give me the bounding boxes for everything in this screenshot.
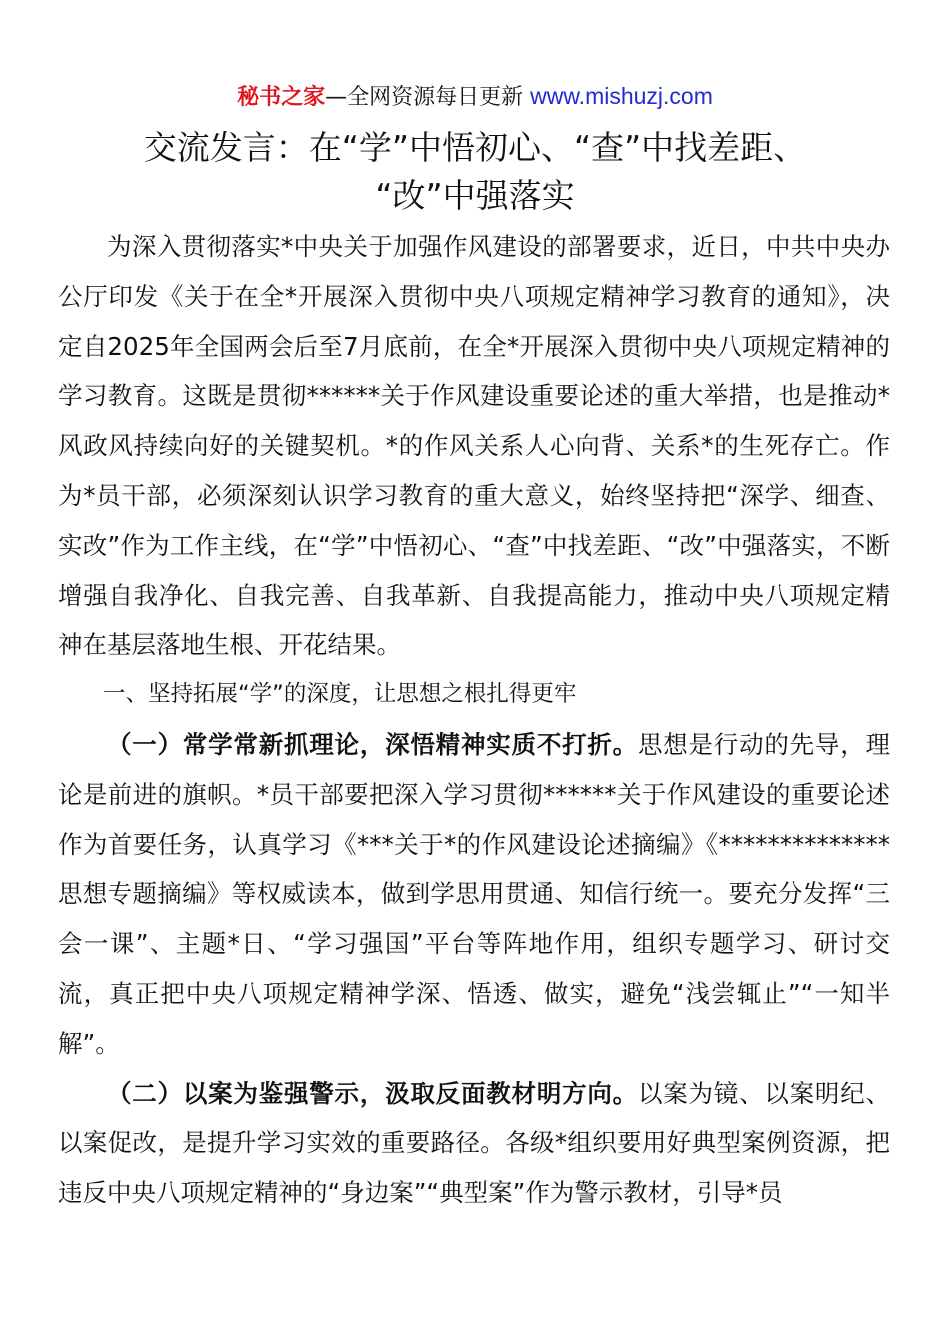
subsection-body-1: 思想是行动的先导，理论是前进的旗帜。*员干部要把深入学习贯彻******关于作风建设的重要论述作为首要任务，认真学习《***关于*的作风建设论述摘编》《**************思想专题摘编》等权威读本，做到学思用贯通、知信行统一。要充分发挥“三会一课”、主题*日、“学习强国”平台等阵地作用，组织专题学习、研讨交流，真正把中央八项规定精神学深、悟透、做实，避免“浅尝辄止”“一知半解”。 [58, 729, 891, 1058]
subsection-lead-1: （一）常学常新抓理论，深悟精神实质不打折。 [107, 729, 638, 759]
banner-brand: 秘书之家 [237, 85, 326, 110]
section-heading-1: 一、坚持拓展“学”的深度，让思想之根扎得更牢 [103, 681, 577, 708]
subsection-paragraph-1 [58, 720, 890, 1069]
title-line-1: 交流发言：在“学”中悟初心、“查”中找差距、 [143, 128, 807, 167]
subsection-paragraph-2 [58, 1069, 890, 1218]
subsection-lead-2: （二）以案为鉴强警示，汲取反面教材明方向。 [107, 1078, 638, 1108]
banner-url[interactable]: www.mishuzj.com [530, 83, 713, 109]
document-body [58, 222, 890, 1218]
title-line-2: “改”中强落实 [375, 176, 575, 215]
document-title [40, 124, 910, 220]
subsection-body-2: 以案为镜、以案明纪、以案促改，是提升学习实效的重要路径。各级*组织要用好典型案例资源，把违反中央八项规定精神的“身边案”“典型案”作为警示教材，引导*员 [58, 1078, 891, 1208]
intro-paragraph: 为深入贯彻落实*中央关于加强作风建设的部署要求，近日，中共中央办公厅印发《关于在全*开展深入贯彻中央八项规定精神学习教育的通知》，决定自2025年全国两会后至7月底前，在全*开展深入贯彻中央八项规定精神的学习教育。这既是贯彻******关于作风建设重要论述的重大举措，也是推动*风政风持续向好的关键契机。*的作风关系人心向背、关系*的生死存亡。作为*员干部，必须深刻认识学习教育的重大意义，始终坚持把“深学、细查、实改”作为工作主线，在“学”中悟初心、“查”中找差距、“改”中强落实，不断增强自我净化、自我完善、自我革新、自我提高能力，推动中央八项规定精神在基层落地生根、开花结果。 [58, 232, 890, 660]
site-banner [0, 80, 950, 114]
banner-slogan: —全网资源每日更新 [325, 85, 531, 110]
